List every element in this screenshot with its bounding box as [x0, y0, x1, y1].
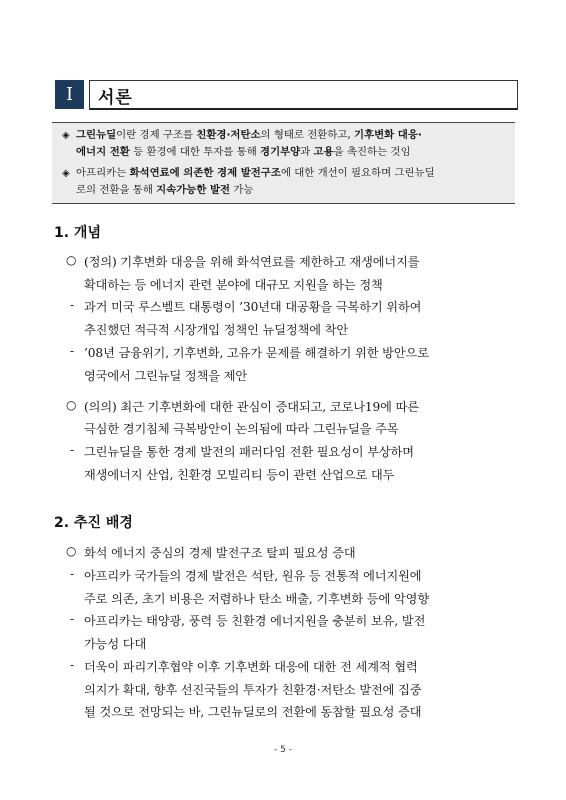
body-line: 아프리카 국가들의 경제 발전은 석탄, 원유 등 전통적 에너지원에	[84, 569, 422, 583]
diamond-bullet-icon: ◈	[62, 168, 70, 179]
heading-background: 2. 추진 배경	[54, 515, 133, 531]
dash-bullet: -	[70, 298, 75, 312]
body-line: 영국에서 그린뉴딜 정책을 제안	[84, 369, 248, 383]
summary-line	[76, 182, 508, 199]
body-line: 아프리카는 태양광, 풍력 등 친환경 에너지원을 충분히 보유, 발전	[84, 614, 426, 628]
dash-bullet: -	[70, 567, 75, 581]
heading-concept: 1. 개념	[54, 225, 101, 241]
bold-text: 경기부양	[260, 146, 301, 158]
bold-text: 고용	[313, 146, 334, 158]
bold-text: 화석연료에 의존한 경제 발전구조	[129, 167, 281, 179]
bold-text: 에너지 전환	[76, 146, 130, 158]
summary-line	[76, 127, 508, 144]
dash-bullet: -	[70, 344, 75, 358]
body-line: ’08년 금융위기, 기후변화, 고유가 문제를 해결하기 위한 방안으로	[84, 346, 429, 360]
summary-text	[76, 165, 508, 199]
body-line: 가능성 다대	[84, 637, 147, 651]
section-header	[55, 80, 518, 110]
bold-text: 지속가능한 발전	[156, 184, 231, 196]
body-line: 될 것으로 전망되는 바, 그린뉴딜로의 전환에 동참할 필요성 증대	[84, 705, 422, 719]
page-number: - 5 -	[274, 745, 292, 755]
bold-text: 친환경·저탄소	[196, 129, 261, 141]
section-number: I	[55, 80, 84, 109]
body-line: 추진했던 적극적 시장개입 정책인 뉴딜정책에 착안	[84, 323, 349, 337]
body-line: 과거 미국 루스벨트 대통령이 ’30년대 대공황을 극복하기 위하여	[84, 300, 422, 314]
text-run: 등 환경에 대한 투자를 통해	[129, 146, 261, 158]
text-run: 가능	[230, 184, 254, 196]
section-title-box	[89, 80, 518, 110]
summary-text	[76, 127, 508, 161]
body-line: (정의) 기후변화 대응을 위해 화석연료를 제한하고 재생에너지를	[84, 255, 420, 269]
dash-bullet: -	[70, 443, 75, 457]
bold-text: 기후변화 대응·	[354, 129, 422, 141]
dash-bullet: -	[70, 658, 75, 672]
summary-box	[52, 122, 515, 204]
dash-bullet: -	[70, 612, 75, 626]
text-run: 을 촉진하는 것임	[333, 146, 411, 158]
text-run: 의 형태로 전환하고,	[260, 129, 355, 141]
bold-text: 그린뉴딜	[76, 129, 117, 141]
body-line: 확대하는 등 에너지 관련 분야에 대규모 지원을 하는 정책	[84, 278, 383, 292]
body-line: 의지가 확대, 향후 선진국들의 투자가 친환경·저탄소 발전에 집중	[84, 683, 422, 697]
body-line: (의의) 최근 기후변화에 대한 관심이 증대되고, 코로나19에 따른	[84, 400, 419, 414]
summary-line	[76, 144, 508, 161]
body-line: 화석 에너지 중심의 경제 발전구조 탈피 필요성 증대	[84, 546, 356, 560]
body-line: 재생에너지 산업, 친환경 모빌리티 등이 관련 산업으로 대두	[84, 468, 395, 482]
body-line: 더욱이 파리기후협약 이후 기후변화 대응에 대한 전 세계적 협력	[84, 660, 418, 674]
text-run: 에 대한 개선이 필요하며 그린뉴딜	[280, 167, 435, 179]
text-run: 이란 경제 구조를	[116, 129, 197, 141]
circle-bullet-icon: ○	[66, 544, 77, 558]
text-run: 아프리카는	[76, 167, 130, 179]
diamond-bullet-icon: ◈	[62, 130, 70, 141]
circle-bullet-icon: ○	[66, 253, 77, 267]
body-line: 그린뉴딜을 통한 경제 발전의 패러다임 전환 필요성이 부상하며	[84, 445, 414, 459]
summary-line	[76, 165, 508, 182]
section-title: 서론	[98, 88, 133, 108]
body-line: 주로 의존, 초기 비용은 저렴하나 탄소 배출, 기후변화 등에 악영향	[84, 592, 430, 606]
text-run: 로의 전환을 통해	[76, 184, 157, 196]
body-line: 극심한 경기침체 극복방안이 논의됨에 따라 그린뉴딜을 주목	[84, 422, 399, 436]
text-run: 과	[300, 146, 314, 158]
circle-bullet-icon: ○	[66, 398, 77, 412]
